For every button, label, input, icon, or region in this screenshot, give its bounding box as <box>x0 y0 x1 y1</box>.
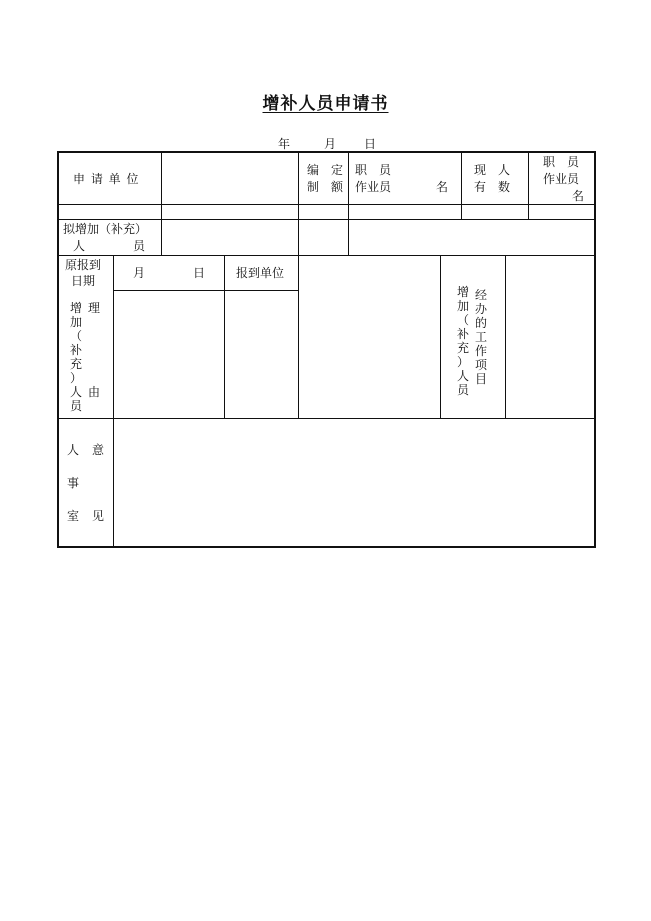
table-border <box>57 151 596 548</box>
quota-label-line1: 编 定 <box>307 163 344 177</box>
row-line <box>57 204 596 205</box>
hr-label-jian: 见 <box>92 509 105 523</box>
staff-b-line2: 作业员 <box>543 172 580 186</box>
row-line <box>57 219 596 220</box>
row-line <box>113 290 298 291</box>
form-title: 增补人员申请书 <box>262 94 389 114</box>
applicant-unit-label: 申 请 单 位 <box>73 172 140 186</box>
original-date-line1: 原报到 <box>65 258 102 272</box>
date-year-label: 年 <box>278 137 291 151</box>
hr-label-ren: 人 <box>67 443 80 457</box>
hr-label-shi-room: 室 <box>67 509 80 523</box>
hr-label-yi: 意 <box>92 443 105 457</box>
current-staff-line1: 现 人 <box>474 163 511 177</box>
reason-label-col1: 增 加 （ 补 充 ） 人 员 <box>69 301 82 413</box>
staff-label-line3: 名 <box>436 180 449 194</box>
col-line <box>224 255 225 418</box>
proposed-label-line2a: 人 <box>73 239 86 253</box>
work-label-col-a: 增 加 （ 补 充 ） 人 员 <box>456 285 469 397</box>
col-line <box>113 255 114 548</box>
application-form-table <box>57 151 596 548</box>
reason-label-col2-top: 理 <box>87 301 100 315</box>
col-line <box>161 151 162 255</box>
date-day-label: 日 <box>364 137 377 151</box>
date-month-label: 月 <box>324 137 337 151</box>
quota-label-line2: 制 额 <box>307 180 344 194</box>
staff-b-line3: 名 <box>572 189 585 203</box>
staff-label-line2: 作业员 <box>355 180 392 194</box>
report-unit-label: 报到单位 <box>236 266 285 280</box>
report-month-label: 月 <box>133 266 146 280</box>
hr-label-shi: 事 <box>67 476 80 490</box>
row-line <box>57 255 596 256</box>
col-line <box>348 151 349 255</box>
row-line <box>57 418 596 419</box>
col-line <box>528 151 529 219</box>
current-staff-line2: 有 数 <box>474 180 511 194</box>
col-line <box>505 255 506 418</box>
col-line <box>298 151 299 418</box>
reason-label-col2-bottom: 由 <box>87 385 100 399</box>
report-day-label: 日 <box>193 266 206 280</box>
staff-label-line1: 职 员 <box>355 163 392 177</box>
staff-b-line1: 职 员 <box>543 155 580 169</box>
proposed-label-line2b: 员 <box>133 239 146 253</box>
original-date-line2: 日期 <box>71 274 96 288</box>
col-line <box>440 255 441 418</box>
proposed-label-line1: 拟增加（补充） <box>63 222 148 236</box>
col-line <box>461 151 462 219</box>
work-label-col-b: 经 办 的 工 作 项 目 <box>474 288 487 386</box>
